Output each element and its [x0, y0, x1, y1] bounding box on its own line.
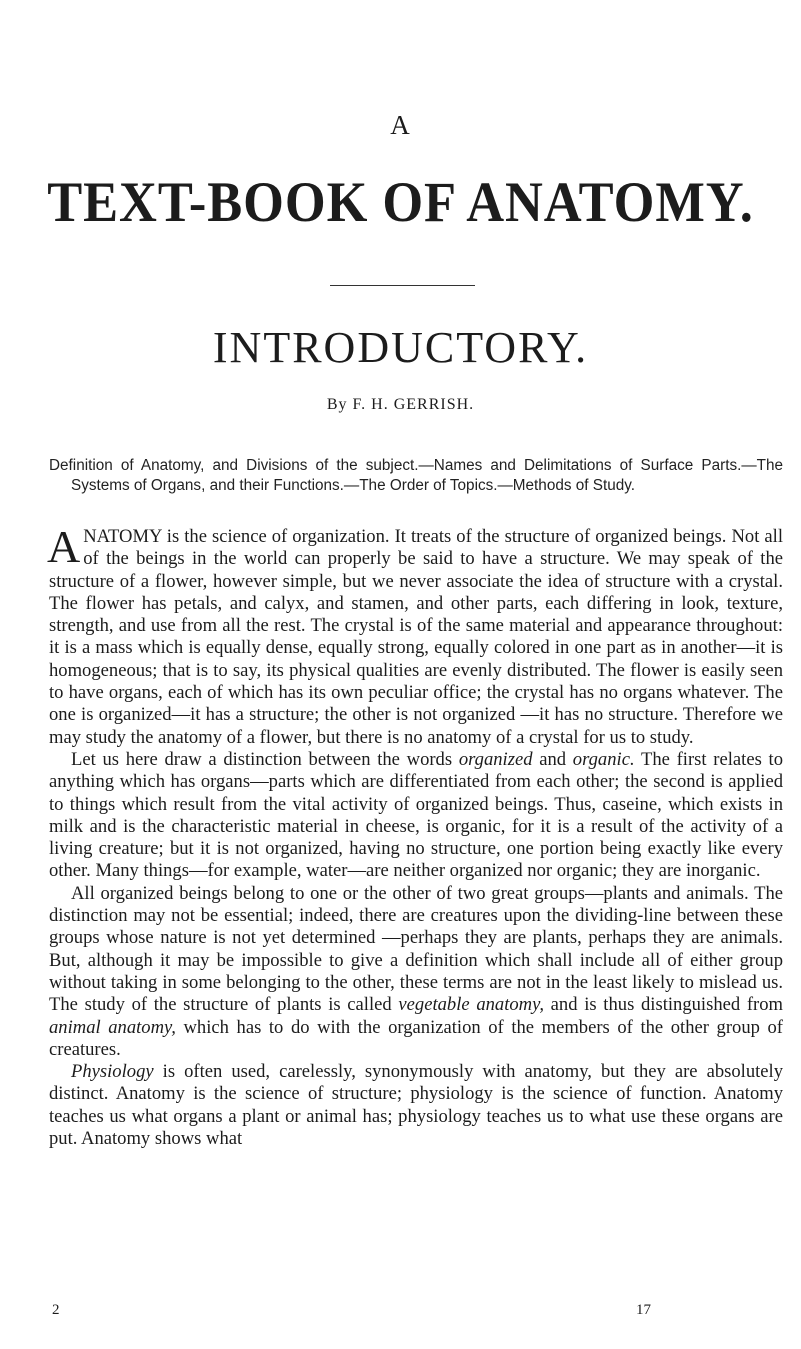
book-title: TEXT-BOOK OF ANATOMY. — [47, 171, 754, 234]
paragraph-2 — [49, 749, 783, 883]
byline — [0, 396, 801, 414]
paragraph-1-text: NATOMY is the science of organization. It treats of the structure of organized beings. Not all of the beings in the world can properly be said to have a structure. We may speak of the structure of a flower, however simple, but we never associate the idea of structure with a crystal. The flower has petals, and calyx, and stamen, and other parts, each differing in look, texture, strength, and use from all the rest. The crystal is of the same material and appearance throughout: it is a mass which is equally dense, equally strong, equally colored in one part as in another—it is homogeneous; that is to say, its physical qualities are evenly distributed. The flower is easily seen to have organs, each of which has its own peculiar office; the crystal has no organs whatever. The one is organized—it has a structure; the other is not organized —it has no structure. Therefore we may study the anatomy of a flower, but there is no anatomy of a crystal for us to study. — [49, 526, 783, 748]
paragraph-3 — [49, 883, 783, 1061]
byline-prefix: By — [326, 396, 348, 413]
term-organized: organized — [458, 748, 533, 770]
body-text — [47, 521, 784, 1150]
paragraph-2-text-b: and — [532, 748, 573, 770]
paragraph-3-text-a: All organized beings belong to one or the other of two great groups—plants and animals. The distinction may not be essential; indeed, there are creatures upon the dividing-line between these groups whose nature is not yet determined —perhaps they are plants, perhaps they are animals. But, although it may be impossible to give a definition which shall include all of either group without taking in some belonging to the other, these terms are not in the least likely to mislead us. The study of the structure of plants is called — [49, 882, 783, 1016]
paragraph-2-text-a: Let us here draw a distinction between the words — [71, 748, 459, 770]
term-animal-anatomy: animal anatomy, — [49, 1016, 176, 1038]
page-number: 17 — [636, 1302, 651, 1318]
title-article: A — [390, 110, 411, 140]
signature-mark: 2 — [52, 1302, 60, 1318]
paragraph-1 — [47, 521, 783, 749]
paragraph-4-text: is often used, carelessly, synonymously with anatomy, but they are absolutely distinct. Anatomy is the science of structure; physiology is the science of function. Anatomy teaches us what organs a plant or animal has; physiology teaches us to what use these organs are put. Anatomy shows what — [49, 1061, 783, 1150]
drop-cap: A — [47, 521, 81, 572]
title-divider — [330, 285, 475, 286]
paragraph-3-text-b: and is thus distinguished from — [543, 994, 784, 1016]
byline-author: F. H. GERRISH. — [352, 396, 475, 413]
term-organic: organic. — [572, 748, 635, 770]
term-physiology: Physiology — [71, 1061, 154, 1083]
page-footer — [0, 1302, 801, 1322]
paragraph-3-text-c: which has to do with the organization of the members of the other group of creatures. — [49, 1016, 783, 1060]
section-title: INTRODUCTORY. — [212, 323, 589, 372]
paragraph-4 — [49, 1061, 783, 1150]
chapter-synopsis: Definition of Anatomy, and Divisions of the subject.—Names and Delimitations of Surface Parts.—The Systems of Organs, and their Functions.—The Order of Topics.—Methods of Study. — [49, 457, 783, 494]
paragraph-2-text-c: The first relates to anything which has organs—parts which are differentiated from each other; the second is applied to things which result from the vital activity of organized beings. Thus, caseine, which exists in milk and is the characteristic material in cheese, is organic, for it is a result of the activity of a living creature; but it is not organized, having no structure, one portion being exactly like every other. Many things—for example, water—are neither organized nor organic; they are inorganic. — [49, 748, 783, 882]
term-vegetable-anatomy: vegetable anatomy, — [398, 994, 544, 1016]
